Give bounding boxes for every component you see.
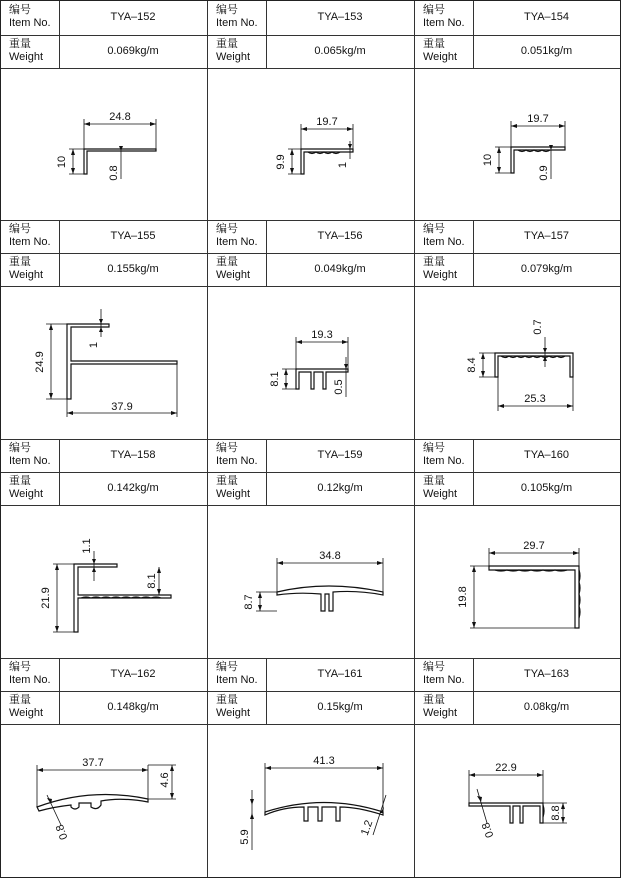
dimension-label: 1.2 — [358, 818, 376, 838]
dimension-label: 5.9 — [239, 829, 251, 845]
dimension-label: 0.8 — [479, 820, 497, 840]
weight-value: 0.049kg/m — [314, 263, 366, 275]
profile-drawing-tya-157 — [415, 287, 620, 439]
profile-drawing-tya-162 — [1, 725, 207, 877]
dimension-label: 34.8 — [319, 550, 341, 562]
dimension-label: 29.7 — [523, 540, 545, 552]
profile-drawing-tya-156 — [208, 287, 414, 439]
dimension-label: 19.7 — [316, 116, 338, 128]
weight-value: 0.08kg/m — [523, 701, 570, 713]
weight-label: 重量 Weight — [423, 694, 458, 719]
dimension-label: 0.8 — [108, 165, 120, 181]
weight-value: 0.15kg/m — [317, 701, 363, 713]
profile-drawing-tya-158 — [1, 506, 207, 658]
dimension-label: 21.9 — [40, 587, 52, 609]
item-number: TYA–161 — [317, 668, 363, 680]
item-label: 编号 Item No. — [9, 661, 51, 686]
weight-label: 重量 Weight — [9, 475, 44, 500]
dimension-label: 0.8 — [53, 822, 71, 842]
weight-value: 0.051kg/m — [520, 45, 573, 57]
item-label: 编号 Item No. — [423, 223, 465, 248]
dimension-label: 0.9 — [538, 165, 550, 181]
grid-line — [1, 35, 620, 36]
item-label: 编号 Item No. — [423, 661, 465, 686]
grid-line — [1, 439, 620, 440]
item-number: TYA–162 — [110, 668, 156, 680]
dimension-label: 19.8 — [457, 586, 469, 608]
dimension-label: 9.9 — [275, 154, 287, 170]
item-number: TYA–158 — [110, 449, 156, 461]
dimension-label: 37.7 — [82, 757, 104, 769]
weight-value: 0.105kg/m — [520, 482, 573, 494]
item-label: 编号 Item No. — [423, 442, 465, 467]
grid-line — [1, 658, 620, 659]
dimension-label: 24.9 — [34, 351, 46, 373]
item-number: TYA–152 — [110, 11, 156, 23]
weight-value: 0.12kg/m — [317, 482, 363, 494]
dimension-label: 22.9 — [495, 762, 517, 774]
dimension-label: 41.3 — [313, 755, 335, 767]
dimension-label: 1.1 — [81, 538, 93, 554]
weight-label: 重量 Weight — [423, 475, 458, 500]
dimension-label: 1 — [88, 341, 100, 349]
profile-drawing-tya-153 — [208, 69, 414, 220]
dimension-label: 8.1 — [146, 573, 158, 589]
profile-drawing-tya-160 — [415, 506, 620, 658]
item-label: 编号 Item No. — [216, 223, 258, 248]
weight-label: 重量 Weight — [216, 38, 251, 63]
weight-value: 0.069kg/m — [107, 45, 159, 57]
item-number: TYA–160 — [523, 449, 570, 461]
weight-value: 0.065kg/m — [314, 45, 366, 57]
item-label: 编号 Item No. — [216, 442, 258, 467]
item-label: 编号 Item No. — [423, 4, 465, 29]
profile-drawing-tya-152 — [1, 69, 207, 220]
weight-value: 0.079kg/m — [520, 263, 573, 275]
dimension-label: 8.7 — [243, 594, 255, 610]
profile-drawing-tya-163 — [415, 725, 620, 877]
grid-line — [1, 691, 620, 692]
item-number: TYA–159 — [317, 449, 363, 461]
weight-label: 重量 Weight — [423, 256, 458, 281]
weight-label: 重量 Weight — [9, 38, 44, 63]
profile-drawing-tya-154 — [415, 69, 620, 220]
dimension-label: 10 — [56, 155, 68, 169]
dimension-label: 0.5 — [333, 379, 345, 395]
item-label: 编号 Item No. — [216, 661, 258, 686]
item-number: TYA–155 — [110, 230, 156, 242]
dimension-label: 4.6 — [159, 772, 171, 788]
dimension-label: 37.9 — [111, 401, 133, 413]
profile-drawing-tya-161 — [208, 725, 414, 877]
dimension-label: 0.7 — [532, 319, 544, 335]
dimension-label: 19.7 — [527, 113, 549, 125]
weight-label: 重量 Weight — [423, 38, 458, 63]
dimension-label: 10 — [482, 153, 494, 167]
item-number: TYA–156 — [317, 230, 363, 242]
weight-value: 0.155kg/m — [107, 263, 159, 275]
weight-label: 重量 Weight — [216, 475, 251, 500]
item-number: TYA–153 — [317, 11, 363, 23]
item-number: TYA–154 — [523, 11, 570, 23]
weight-value: 0.142kg/m — [107, 482, 159, 494]
weight-label: 重量 Weight — [216, 256, 251, 281]
profile-drawing-tya-159 — [208, 506, 414, 658]
item-number: TYA–163 — [523, 668, 570, 680]
dimension-label: 24.8 — [109, 111, 131, 123]
item-number: TYA–157 — [523, 230, 570, 242]
profile-drawing-tya-155 — [1, 287, 207, 439]
dimension-label: 8.8 — [550, 805, 562, 821]
weight-label: 重量 Weight — [9, 256, 44, 281]
weight-label: 重量 Weight — [216, 694, 251, 719]
grid-line — [1, 253, 620, 254]
grid-line — [1, 472, 620, 473]
item-label: 编号 Item No. — [9, 442, 51, 467]
weight-value: 0.148kg/m — [107, 701, 159, 713]
item-label: 编号 Item No. — [9, 4, 51, 29]
item-label: 编号 Item No. — [9, 223, 51, 248]
dimension-label: 8.4 — [466, 357, 478, 373]
grid-line — [1, 220, 620, 221]
dimension-label: 8.1 — [269, 371, 281, 387]
dimension-label: 1 — [337, 161, 349, 169]
dimension-label: 19.3 — [311, 329, 333, 341]
item-label: 编号 Item No. — [216, 4, 258, 29]
dimension-label: 25.3 — [524, 393, 546, 405]
weight-label: 重量 Weight — [9, 694, 44, 719]
